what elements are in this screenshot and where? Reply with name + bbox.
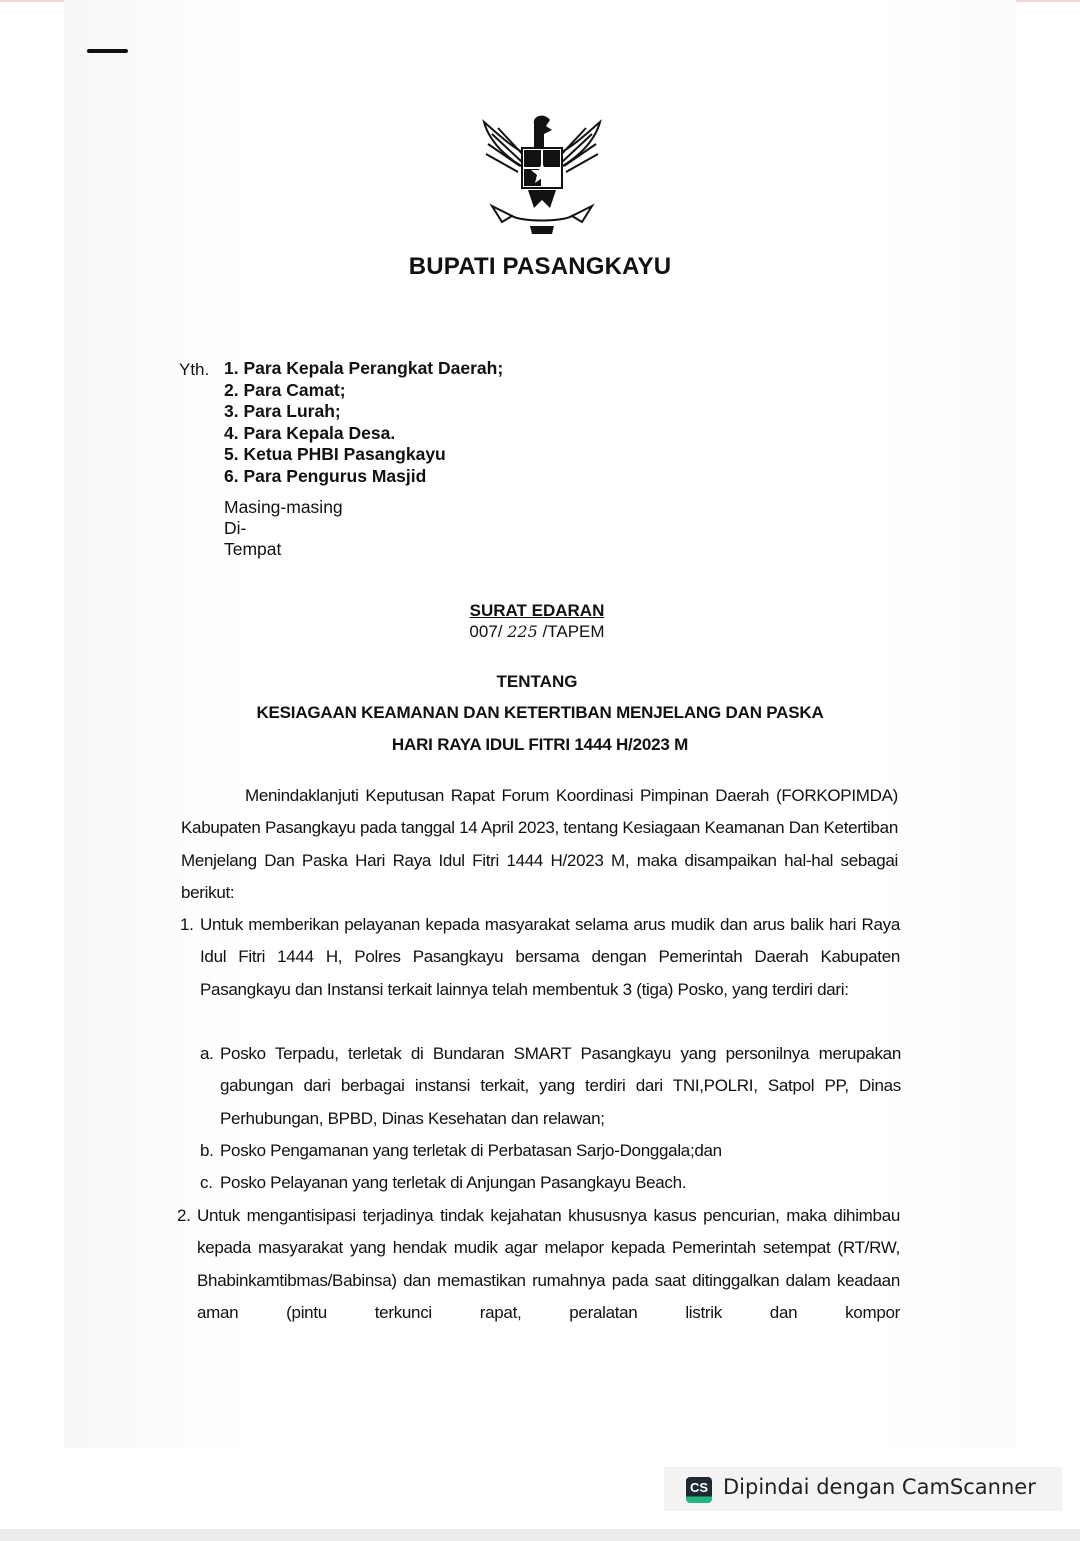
list-text: Untuk mengantisipasi terjadinya tindak kejahatan khususnya kasus pencurian, maka dihimbau kepada masyarakat yang hendak mudik agar melapor kepada Pemerintah setempat (RT/RW, Bhabinkamtibmas/Babinsa) dan memastikan rumahnya pada saat ditinggalkan dalam keadaan aman (pintu terkunci rapat, peralatan listrik dan kompor	[197, 1206, 900, 1322]
sub-number: c.	[200, 1173, 213, 1192]
intro-text: Menindaklanjuti Keputusan Rapat Forum Koordinasi Pimpinan Daerah (FORKOPIMDA) Kabupaten Pasangkayu pada tanggal 14 April 2023, tentang Kesiagaan Keamanan Dan Ketertiban Menjelang Dan Paska Hari Raya Idul Fitri 1444 H/2023 M, maka disampaikan hal-hal sebagai berikut:	[181, 786, 898, 902]
about-heading: TENTANG	[496, 672, 578, 691]
intro-paragraph	[181, 780, 898, 909]
closing-line: Di-	[224, 518, 247, 538]
closing-line: Masing-masing	[224, 497, 343, 517]
recipient-item: 6. Para Pengurus Masjid	[224, 465, 427, 486]
circular-number	[0, 622, 1074, 642]
recipient-item: 2. Para Camat;	[224, 379, 346, 400]
recipient-item: 3. Para Lurah;	[224, 401, 341, 421]
sub-text: Posko Pengamanan yang terletak di Perbatasan Sarjo-Donggala;dan	[220, 1141, 722, 1160]
sub-item-a	[200, 1038, 901, 1135]
closing-line: Tempat	[224, 539, 282, 559]
salutation: Yth.	[179, 360, 210, 379]
handwritten-number: 225	[507, 622, 538, 641]
letterhead-title: BUPATI PASANGKAYU	[408, 253, 672, 280]
recipient-item: 5. Ketua PHBI Pasangkayu	[224, 444, 446, 464]
watermark-text: Dipindai dengan CamScanner	[723, 1475, 1036, 1499]
recipient-item: 1. Para Kepala Perangkat Daerah;	[224, 358, 504, 378]
bottom-bar	[0, 1529, 1080, 1541]
list-number: 2.	[177, 1206, 191, 1225]
list-text: Untuk memberikan pelayanan kepada masyarakat selama arus mudik dan arus balik hari Raya Idul Fitri 1444 H, Polres Pasangkayu bersama dengan Pemerintah Daerah Kabupaten Pasangkayu dan Instansi terkait lainnya telah membentuk 3 (tiga) Posko, yang terdiri dari:	[200, 915, 900, 999]
sub-number: b.	[200, 1141, 214, 1160]
garuda-emblem-icon	[472, 104, 612, 240]
list-item-2	[177, 1200, 900, 1329]
sub-number: a.	[200, 1044, 214, 1063]
camscanner-logo-icon: CS	[686, 1477, 712, 1503]
sub-item-c	[200, 1167, 901, 1199]
number-prefix: 007/	[469, 622, 503, 641]
camscanner-watermark	[664, 1467, 1062, 1511]
subject-line-1: KESIAGAAN KEAMANAN DAN KETERTIBAN MENJELANG DAN PASKA	[256, 703, 824, 722]
sub-item-b	[200, 1135, 901, 1167]
recipient-list	[224, 358, 503, 487]
sub-text: Posko Pelayanan yang terletak di Anjungan Pasangkayu Beach.	[220, 1173, 687, 1192]
recipient-item: 4. Para Kepala Desa.	[224, 422, 396, 443]
address-closing	[224, 497, 343, 560]
circular-title: SURAT EDARAN	[469, 601, 605, 620]
subject-line-2: HARI RAYA IDUL FITRI 1444 H/2023 M	[391, 735, 689, 754]
list-number: 1.	[180, 915, 194, 934]
number-suffix: /TAPEM	[542, 622, 605, 641]
sub-text: Posko Terpadu, terletak di Bundaran SMART Pasangkayu yang personilnya merupakan gabungan dari berbagai instansi terkait, yang terdiri dari TNI,POLRI, Satpol PP, Dinas Perhubungan, BPBD, Dinas Kesehatan dan relawan;	[220, 1044, 901, 1128]
list-item-1	[180, 909, 900, 1006]
scan-mark	[87, 49, 128, 53]
